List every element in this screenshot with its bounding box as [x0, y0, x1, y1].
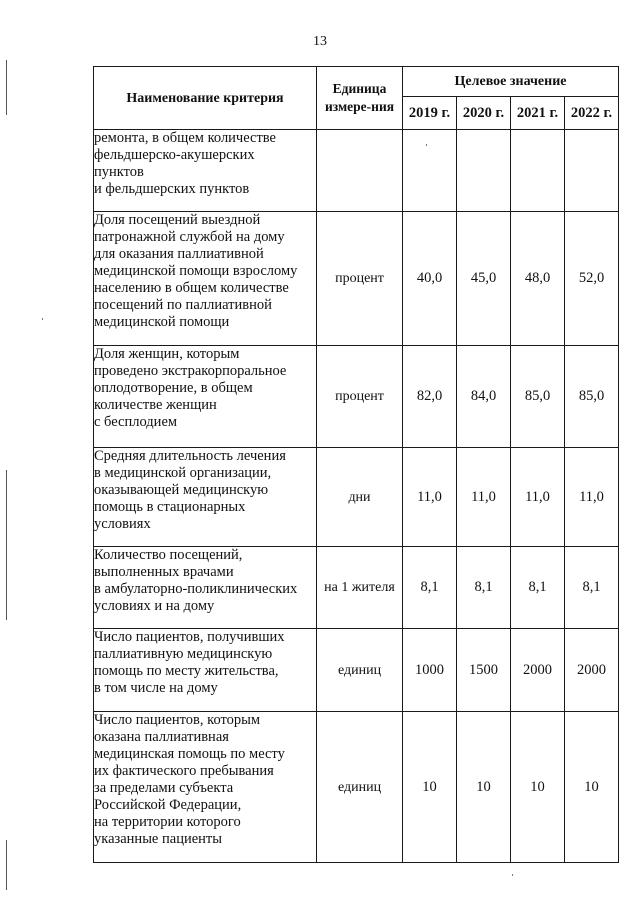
value-cell: 11,0 — [457, 448, 511, 547]
criterion-line: медицинской помощи — [94, 314, 230, 330]
value-cell — [511, 130, 565, 212]
value-cell: 1500 — [457, 629, 511, 712]
criterion-line: Средняя длительность лечения — [94, 448, 286, 464]
criterion-line: их фактического пребывания — [94, 763, 274, 779]
value-cell: 2000 — [511, 629, 565, 712]
criterion-line: в медицинской организации, — [94, 465, 272, 481]
header-year: 2020 г. — [457, 97, 511, 130]
criterion-line: Число пациентов, получивших — [94, 629, 285, 645]
criterion-line: указанные пациенты — [94, 831, 222, 847]
criterion-line: посещений по паллиативной — [94, 297, 272, 313]
value-cell: 8,1 — [457, 547, 511, 629]
value-cell: 8,1 — [565, 547, 619, 629]
value-cell: 85,0 — [565, 346, 619, 448]
criterion-line: в амбулаторно-поликлинических — [94, 581, 298, 597]
criteria-table — [93, 66, 619, 863]
criterion-line: проведено экстракорпоральное — [94, 363, 287, 379]
value-cell: 82,0 — [403, 346, 457, 448]
value-cell: 11,0 — [565, 448, 619, 547]
criterion-line: в том числе на дому — [94, 680, 218, 696]
criterion-cell — [94, 346, 317, 448]
table-row — [94, 346, 619, 448]
value-cell: 8,1 — [511, 547, 565, 629]
value-cell — [457, 130, 511, 212]
value-cell: 40,0 — [403, 212, 457, 346]
criterion-line: количестве женщин — [94, 397, 217, 413]
unit-cell: единиц — [317, 712, 403, 863]
header-criterion: Наименование критерия — [94, 67, 317, 130]
scan-speck — [42, 318, 43, 320]
table-row — [94, 547, 619, 629]
table-row — [94, 629, 619, 712]
unit-cell: дни — [317, 448, 403, 547]
scan-speck — [512, 874, 513, 876]
value-cell: 2000 — [565, 629, 619, 712]
header-unit-label: Единица измере-ния — [324, 81, 395, 114]
criterion-line: для оказания паллиативной — [94, 246, 264, 262]
value-cell: 8,1 — [403, 547, 457, 629]
value-cell: 52,0 — [565, 212, 619, 346]
table-row — [94, 448, 619, 547]
criterion-line: на территории которого — [94, 814, 241, 830]
header-target-value: Целевое значение — [403, 67, 619, 97]
page-number: 13 — [313, 34, 327, 49]
value-cell: 11,0 — [403, 448, 457, 547]
table-row — [94, 712, 619, 863]
criterion-line: фельдшерско-акушерских — [94, 147, 255, 163]
value-cell: 10 — [403, 712, 457, 863]
criterion-line: помощь в стационарных — [94, 499, 246, 515]
header-year: 2019 г. — [403, 97, 457, 130]
criterion-line: населению в общем количестве — [94, 280, 289, 296]
criterion-line: Число пациентов, которым — [94, 712, 261, 728]
header-unit — [317, 67, 403, 130]
criterion-line: ремонта, в общем количестве — [94, 130, 276, 146]
criterion-line: и фельдшерских пунктов — [94, 181, 250, 197]
criterion-cell — [94, 130, 317, 212]
criterion-cell — [94, 448, 317, 547]
criterion-line: пунктов — [94, 164, 144, 180]
unit-cell: на 1 жителя — [317, 547, 403, 629]
criterion-line: помощь по месту жительства, — [94, 663, 279, 679]
criterion-line: паллиативную медицинскую — [94, 646, 273, 662]
scan-margin-mark — [6, 840, 7, 890]
criterion-cell — [94, 547, 317, 629]
criterion-line: с бесплодием — [94, 414, 178, 430]
criterion-cell — [94, 212, 317, 346]
value-cell: 84,0 — [457, 346, 511, 448]
criterion-line: условиях и на дому — [94, 598, 215, 614]
table-row — [94, 212, 619, 346]
criterion-line: медицинской помощи взрослому — [94, 263, 298, 279]
scan-margin-mark — [6, 470, 7, 620]
criterion-cell — [94, 629, 317, 712]
value-cell: 85,0 — [511, 346, 565, 448]
value-cell: 10 — [565, 712, 619, 863]
criterion-line: Количество посещений, — [94, 547, 243, 563]
value-cell: 10 — [511, 712, 565, 863]
criterion-line: Российской Федерации, — [94, 797, 242, 813]
unit-cell: единиц — [317, 629, 403, 712]
criterion-line: за пределами субъекта — [94, 780, 234, 796]
value-cell: 48,0 — [511, 212, 565, 346]
criterion-line: медицинская помощь по месту — [94, 746, 285, 762]
table-row — [94, 130, 619, 212]
criterion-line: условиях — [94, 516, 151, 532]
value-cell: 1000 — [403, 629, 457, 712]
value-cell: 11,0 — [511, 448, 565, 547]
value-cell — [403, 130, 457, 212]
value-cell: 10 — [457, 712, 511, 863]
criterion-line: оказывающей медицинскую — [94, 482, 269, 498]
header-year: 2022 г. — [565, 97, 619, 130]
value-cell — [565, 130, 619, 212]
unit-cell — [317, 130, 403, 212]
criterion-line: Доля посещений выездной — [94, 212, 261, 228]
criterion-line: оплодотворение, в общем — [94, 380, 253, 396]
criterion-line: патронажной службой на дому — [94, 229, 285, 245]
scan-margin-mark — [6, 60, 7, 115]
header-year: 2021 г. — [511, 97, 565, 130]
unit-cell: процент — [317, 346, 403, 448]
criterion-line: выполненных врачами — [94, 564, 234, 580]
criterion-line: Доля женщин, которым — [94, 346, 240, 362]
criterion-line: оказана паллиативная — [94, 729, 229, 745]
value-cell: 45,0 — [457, 212, 511, 346]
criterion-cell — [94, 712, 317, 863]
unit-cell: процент — [317, 212, 403, 346]
